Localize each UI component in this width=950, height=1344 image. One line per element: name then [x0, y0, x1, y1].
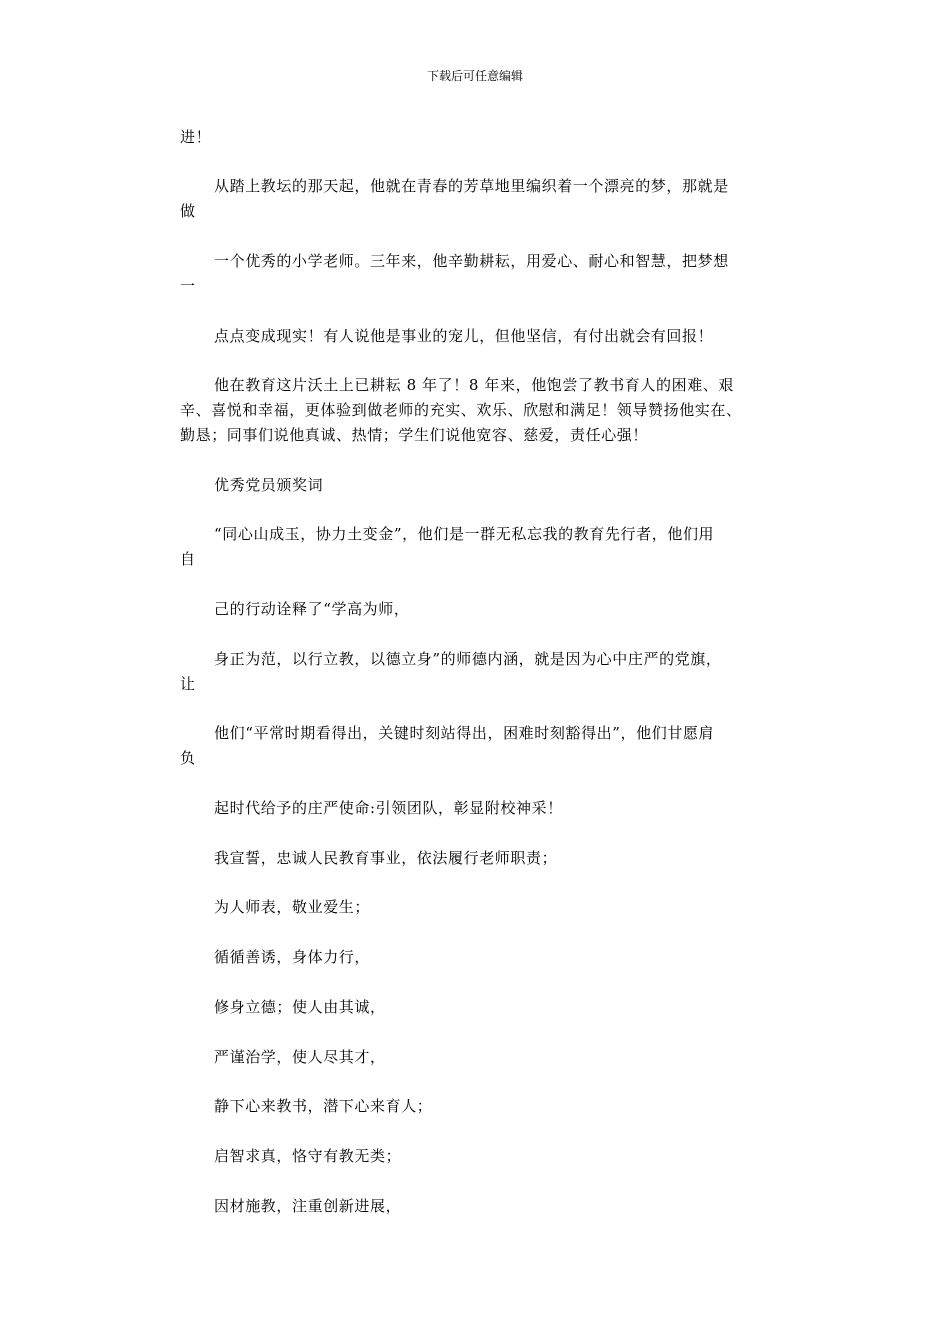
- text-line: 辛、喜悦和幸福，更体验到做老师的充实、欢乐、欣慰和满足！领导赞扬他实在、: [180, 401, 742, 419]
- text-line: 循循善诱，身体力行，: [214, 948, 371, 966]
- text-line: 我宣誓，忠诚人民教育事业，依法履行老师职责；: [214, 849, 558, 867]
- text-line: 他们“平常时期看得出，关键时刻站得出，困难时刻豁得出”，他们甘愿肩: [214, 724, 715, 742]
- text-line: 做: [180, 202, 196, 220]
- text-line: 静下心来教书，潜下心来育人；: [214, 1097, 433, 1115]
- text-line: 一: [180, 277, 196, 295]
- text-line: 从踏上教坛的那天起，他就在青春的芳草地里编织着一个漂亮的梦，那就是: [214, 177, 729, 195]
- text-line: 因材施教，注重创新进展，: [214, 1197, 402, 1215]
- text-line: “同心山成玉，协力土变金”，他们是一群无私忘我的教育先行者，他们用: [214, 525, 715, 543]
- text-line: 起时代给予的庄严使命:引领团队，彰显附校神采！: [214, 799, 563, 817]
- text-line: 自: [180, 550, 196, 568]
- text-line: 负: [180, 749, 196, 767]
- text-line: 进！: [180, 128, 212, 146]
- text-line: 为人师表，敬业爱生；: [214, 898, 371, 916]
- section-heading: 优秀党员颁奖词: [214, 476, 324, 494]
- text-line: 身正为范，以行立教，以德立身”的师德内涵，就是因为心中庄严的党旗，: [214, 650, 722, 668]
- text-line: 他在教育这片沃土上已耕耘 8 年了！8 年来，他饱尝了教书育人的困难、艰: [214, 376, 734, 394]
- text-line: 一个优秀的小学老师。三年来，他辛勤耕耘，用爱心、耐心和智慧，把梦想: [214, 252, 729, 270]
- page-header: 下载后可任意编辑: [426, 69, 523, 83]
- text-line: 修身立德；使人由其诚，: [214, 998, 386, 1016]
- text-line: 启智求真，恪守有教无类；: [214, 1147, 402, 1165]
- text-line: 勤恳；同事们说他真诚、热情；学生们说他宽容、慈爱，责任心强！: [180, 426, 649, 444]
- text-line: 点点变成现实！有人说他是事业的宠儿，但他坚信，有付出就会有回报！: [214, 327, 714, 345]
- text-line: 严谨治学，使人尽其才，: [214, 1048, 386, 1066]
- text-line: 己的行动诠释了“学高为师，: [214, 600, 410, 618]
- text-line: 让: [180, 675, 196, 693]
